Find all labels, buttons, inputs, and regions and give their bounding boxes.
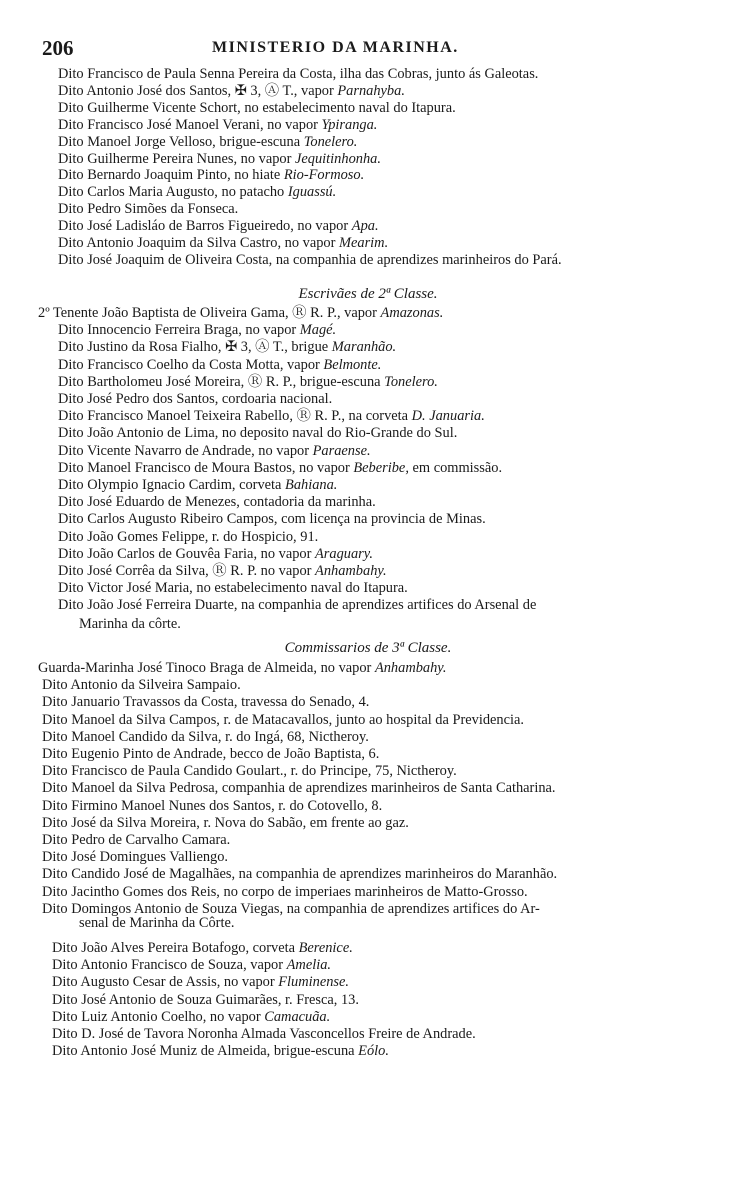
entry-rank: Dito [58, 218, 84, 235]
list-item [58, 322, 336, 339]
entry-rank: Dito [58, 580, 84, 597]
entry-rank: Dito [58, 82, 84, 99]
list-item [52, 974, 349, 991]
list-item [52, 1043, 389, 1060]
list-item [58, 580, 408, 597]
entry-rank: Dito [42, 711, 68, 728]
entry-note: em commissão. [408, 459, 503, 476]
list-item [58, 494, 376, 511]
list-item [58, 184, 336, 201]
list-item [58, 117, 377, 134]
list-item [52, 1026, 476, 1043]
entry-rank: Dito [58, 459, 84, 476]
list-item [42, 849, 228, 866]
entry-rank: Dito [52, 957, 78, 974]
list-item [58, 529, 318, 546]
entry-text: Firmino Manoel Nunes dos Santos, r. do Cotovello, 8. [71, 797, 383, 814]
entry-rank: Dito [58, 167, 84, 184]
entry-text: Pedro Simões da Fonseca. [87, 201, 239, 218]
entry-text: Bartholomeu José Moreira, Ⓡ R. P., brigue-escuna [87, 373, 385, 390]
list-item [58, 218, 379, 235]
entry-vessel-name: Araguary. [315, 545, 373, 562]
entry-vessel-name: Tonelero. [384, 373, 438, 390]
entry-vessel-name: Mearim. [339, 235, 389, 251]
entry-rank: Dito [58, 322, 84, 339]
list-item [42, 763, 457, 780]
list-item [58, 563, 387, 580]
page-header [42, 36, 696, 60]
entry-text: José Domingues Valliengo. [71, 849, 229, 866]
entry-text: Antonio Francisco de Souza, vapor [80, 957, 287, 974]
list-item [58, 167, 364, 184]
list-item [42, 746, 379, 763]
entry-text: Justino da Rosa Fialho, ✠ 3, Ⓐ T., brigue [87, 339, 332, 356]
entry-rank: Dito [58, 235, 84, 251]
entry-text: Antonio José Muniz de Almeida, brigue-escuna [80, 1043, 359, 1060]
entry-vessel-name: Amazonas. [380, 305, 444, 321]
list-item [58, 408, 485, 425]
entry-rank: Dito [52, 1008, 78, 1025]
entry-text: Olympio Ignacio Cardim, corveta [87, 477, 286, 493]
entry-text: D. José de Tavora Noronha Almada Vasconcellos Freire de Andrade. [81, 1026, 476, 1042]
entry-rank: Dito [58, 391, 84, 407]
list-item [58, 134, 357, 151]
list-item [58, 443, 371, 460]
entry-rank: Dito [52, 991, 78, 1008]
entry-text: Candido José de Magalhães, na companhia de aprendizes marinheiros do Maranhão. [71, 866, 558, 883]
entry-vessel-name: Parnahyba. [337, 82, 405, 99]
entry-vessel-name: Jequitinhonha. [295, 150, 381, 167]
entry-text: José Tinoco Braga de Almeida, no vapor [137, 660, 375, 676]
entry-rank: Dito [52, 1026, 78, 1042]
list-item [42, 815, 409, 832]
entry-text: Francisco José Manoel Verani, no vapor [87, 116, 322, 133]
entry-text: Carlos Augusto Ribeiro Campos, com licença na provincia de Minas. [87, 511, 486, 528]
entry-rank: Dito [58, 251, 84, 268]
entry-text: Manoel Candido da Silva, r. do Ingá, 68, Nictheroy. [71, 728, 369, 745]
list-item [42, 780, 556, 797]
entry-text: Innocencio Ferreira Braga, no vapor [87, 322, 300, 339]
entry-rank: Dito [42, 849, 68, 866]
entry-rank: Dito [58, 511, 84, 528]
list-item [42, 712, 524, 729]
list-item [42, 694, 369, 711]
entry-rank: Dito [58, 425, 84, 442]
entry-rank: Guarda-Marinha [38, 660, 134, 676]
list-item [58, 597, 536, 614]
entry-rank: Dito [42, 780, 68, 797]
entry-text: José Corrêa da Silva, Ⓡ R. P. no vapor [87, 563, 316, 579]
entry-text: João Alves Pereira Botafogo, corveta [81, 940, 299, 956]
entry-rank: Dito [42, 694, 68, 711]
entry-rank: Dito [58, 597, 84, 614]
entry-rank: Dito [42, 677, 68, 694]
entry-rank: Dito [58, 184, 84, 201]
entry-rank: Dito [42, 728, 68, 745]
entry-text: José Joaquim de Oliveira Costa, na companhia de aprendizes marinheiros do Pará. [87, 251, 562, 268]
entry-text: Francisco de Paula Candido Goulart., r. do Principe, 75, Nictheroy. [71, 763, 457, 780]
entry-rank: Dito [58, 66, 84, 82]
running-title: MINISTERIO DA MARINHA. [212, 39, 459, 56]
entry-vessel-name: Beberibe, [353, 459, 409, 476]
list-item [52, 940, 353, 957]
entry-text: Manoel da Silva Campos, r. de Matacavallos, junto ao hospital da Previdencia. [71, 711, 525, 728]
entry-rank: 2º Tenente [38, 305, 99, 321]
entry-vessel-name: Amelia. [286, 957, 332, 974]
entry-text: João Gomes Felippe, r. do Hospicio, 91. [87, 528, 319, 545]
entry-rank: Dito [58, 373, 84, 390]
list-item [38, 305, 443, 322]
entry-rank: Dito [42, 763, 68, 780]
entry-text: Bernardo Joaquim Pinto, no hiate [87, 167, 284, 184]
list-item [58, 66, 538, 83]
entry-text: Carlos Maria Augusto, no patacho [87, 184, 288, 201]
entry-vessel-name: Fluminense. [278, 974, 350, 991]
entry-rank: Dito [58, 528, 84, 545]
entry-vessel-name: Anhambahy. [374, 660, 447, 676]
entry-vessel-name: Paraense. [312, 442, 371, 459]
list-item [42, 729, 369, 746]
section-heading-commissarios-3a-classe: Commissarios de 3ª Classe. [284, 640, 452, 656]
entry-text: Vicente Navarro de Andrade, no vapor [86, 442, 313, 459]
entry-vessel-name: Berenice. [298, 940, 353, 956]
entry-text: Antonio Joaquim da Silva Castro, no vapor [86, 235, 340, 251]
entry-vessel-name: D. Januaria. [411, 408, 485, 425]
entry-text: Victor José Maria, no estabelecimento naval do Itapura. [86, 580, 408, 597]
list-item [58, 546, 373, 563]
entry-text: João José Ferreira Duarte, na companhia de aprendizes artifices do Arsenal de [87, 597, 537, 614]
entry-text: Francisco Manoel Teixeira Rabello, Ⓡ R. P., na corveta [87, 408, 412, 425]
list-item [42, 884, 528, 901]
entry-vessel-name: Rio-Formoso. [283, 167, 365, 184]
entry-rank: Dito [58, 356, 84, 373]
entry-rank: Dito [58, 477, 84, 493]
entry-text: José Eduardo de Menezes, contadoria da marinha. [87, 494, 376, 511]
list-item [42, 832, 230, 849]
list-item [42, 677, 241, 694]
entry-rank: Dito [58, 133, 84, 150]
entry-text: Jacintho Gomes dos Reis, no corpo de imperiaes marinheiros de Matto-Grosso. [71, 883, 528, 900]
entry-text: Francisco de Paula Senna Pereira da Costa, ilha das Cobras, junto ás Galeotas. [87, 66, 539, 82]
entry-rank: Dito [42, 797, 68, 814]
list-item [42, 798, 382, 815]
entry-text: Manoel Jorge Velloso, brigue-escuna [87, 133, 304, 150]
entry-vessel-name: Anhambahy. [315, 563, 387, 579]
entry-text: Manoel da Silva Pedrosa, companhia de aprendizes marinheiros de Santa Catharina. [71, 780, 556, 797]
entry-rank: Dito [58, 150, 84, 167]
entry-text: José Ladisláo de Barros Figueiredo, no vapor [87, 218, 352, 235]
entry-text: José da Silva Moreira, r. Nova do Sabão, em frente ao gaz. [71, 814, 409, 831]
entry-vessel-name: Eólo. [358, 1043, 389, 1060]
entry-rank: Dito [42, 746, 68, 762]
entry-rank: Dito [58, 545, 84, 562]
list-item [58, 511, 486, 528]
entry-rank: Dito [52, 940, 78, 956]
list-item [58, 460, 502, 477]
entry-rank: Dito [58, 408, 84, 425]
entry-rank: Dito [42, 883, 68, 900]
list-item [42, 866, 557, 883]
entry-rank: Dito [52, 1043, 78, 1060]
entry-text: Guilherme Vicente Schort, no estabelecimento naval do Itapura. [87, 99, 456, 116]
entry-rank: Dito [42, 814, 68, 831]
list-item [58, 235, 388, 252]
entry-vessel-name: Belmonte. [323, 356, 382, 373]
entry-vessel-name: Ypiranga. [321, 116, 378, 133]
entry-text: Antonio José dos Santos, ✠ 3, Ⓐ T., vapor [86, 82, 338, 99]
entry-rank: Dito [58, 99, 84, 116]
entry-vessel-name: Maranhão. [331, 339, 397, 356]
entry-text: João Antonio de Lima, no deposito naval do Rio-Grande do Sul. [87, 425, 458, 442]
entry-rank: Dito [58, 442, 84, 459]
entry-text: José Pedro dos Santos, cordoaria nacional. [87, 391, 333, 407]
list-item [58, 357, 381, 374]
list-item [58, 425, 457, 442]
entry-text: Francisco Coelho da Costa Motta, vapor [87, 356, 324, 373]
entry-rank: Dito [58, 339, 84, 356]
entry-vessel-name: Camacuãa. [264, 1008, 331, 1025]
entry-vessel-name: Tonelero. [303, 133, 358, 150]
entry-vessel-name: Iguassú. [287, 184, 337, 201]
entry-rank: Dito [42, 866, 68, 883]
page-number: 206 [42, 36, 74, 60]
entry-text: Luiz Antonio Coelho, no vapor [81, 1008, 265, 1025]
entry-text: José Antonio de Souza Guimarães, r. Fresca, 13. [81, 991, 359, 1008]
entry-text: João Carlos de Gouvêa Faria, no vapor [87, 545, 315, 562]
list-item [58, 391, 332, 408]
entry-continuation: Marinha da côrte. [79, 616, 181, 632]
entry-vessel-name: Magé. [299, 322, 337, 339]
entry-rank: Dito [42, 900, 68, 917]
entry-text: João Baptista de Oliveira Gama, Ⓡ R. P., vapor [101, 305, 381, 321]
section-heading-escrivaes-2a-classe: Escrivães de 2ª Classe. [298, 286, 438, 302]
list-item [58, 374, 438, 391]
entry-rank: Dito [58, 201, 84, 218]
entry-rank: Dito [58, 563, 84, 579]
entry-text: Manoel Francisco de Moura Bastos, no vapor [87, 459, 354, 476]
entry-text: Guilherme Pereira Nunes, no vapor [87, 150, 296, 167]
list-item [38, 660, 446, 677]
list-item [52, 1009, 330, 1026]
entry-continuation: senal de Marinha da Côrte. [79, 915, 235, 931]
list-item [58, 151, 381, 168]
entry-vessel-name: Apa. [351, 218, 379, 235]
entry-text: Eugenio Pinto de Andrade, becco de João Baptista, 6. [71, 746, 380, 762]
entry-rank: Dito [52, 974, 78, 991]
entry-text: Antonio da Silveira Sampaio. [70, 677, 241, 694]
entry-rank: Dito [58, 116, 84, 133]
entry-rank: Dito [58, 494, 84, 511]
entry-text: Pedro de Carvalho Camara. [71, 832, 231, 848]
list-item [58, 83, 405, 100]
entry-text: Augusto Cesar de Assis, no vapor [80, 974, 279, 991]
entry-vessel-name: Bahiana. [285, 477, 338, 493]
list-item [52, 992, 359, 1009]
list-item [58, 252, 562, 269]
list-item [58, 477, 337, 494]
entry-text: Domingos Antonio de Souza Viegas, na companhia de aprendizes artifices do Ar- [71, 900, 540, 917]
entry-text: Januario Travassos da Costa, travessa do Senado, 4. [71, 694, 370, 711]
list-item [58, 339, 396, 356]
list-item [58, 201, 238, 218]
list-item [58, 100, 456, 117]
list-item [52, 957, 331, 974]
entry-rank: Dito [42, 832, 68, 848]
